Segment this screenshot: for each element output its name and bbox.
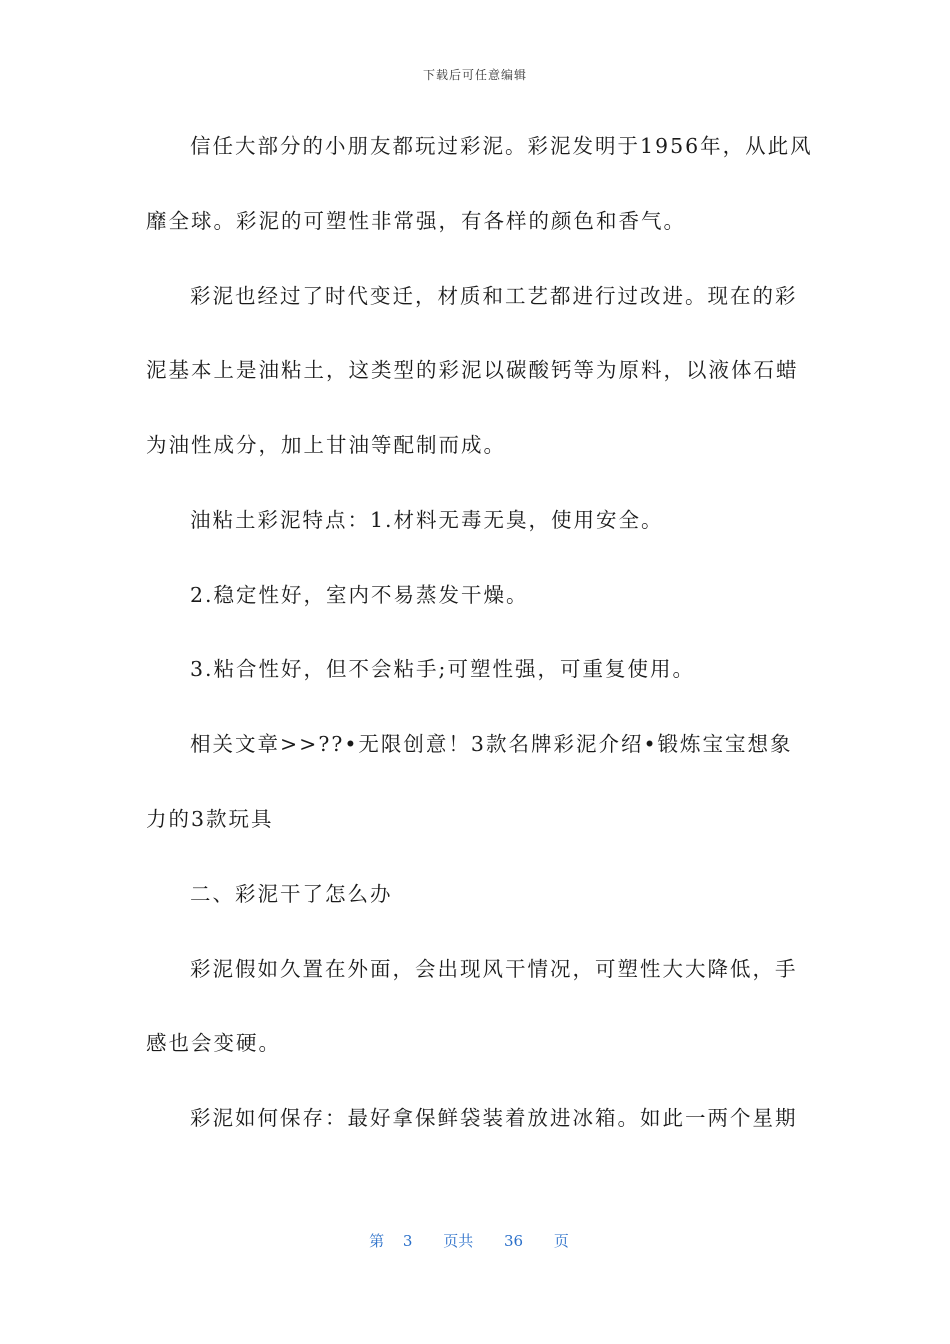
blank-line bbox=[146, 1063, 806, 1100]
text-line: 彩泥也经过了时代变迁，材质和工艺都进行过改进。现在的彩 bbox=[190, 283, 798, 308]
text-line: 3.粘合性好，但不会粘手;可塑性强，可重复使用。 bbox=[190, 657, 695, 682]
text-line: 靡全球。彩泥的可塑性非常强，有各样的颜色和香气。 bbox=[146, 208, 686, 233]
blank-line bbox=[146, 465, 806, 502]
blank-line bbox=[146, 315, 806, 352]
text-line: 信任大部分的小朋友都玩过彩泥。彩泥发明于1956年，从此风 bbox=[190, 134, 813, 158]
blank-line bbox=[146, 165, 806, 202]
blank-line bbox=[146, 689, 806, 726]
blank-line bbox=[146, 988, 806, 1025]
text-line: 2.稳定性好，室内不易蒸发干燥。 bbox=[190, 582, 529, 607]
blank-line bbox=[146, 913, 806, 950]
page-footer bbox=[0, 1230, 950, 1251]
blank-line bbox=[146, 614, 806, 651]
page-header-note: 下载后可任意编辑 bbox=[422, 68, 527, 82]
footer-page-number: 3 bbox=[402, 1232, 413, 1250]
blank-line bbox=[146, 838, 806, 875]
section-heading: 二、彩泥干了怎么办 bbox=[190, 881, 393, 906]
footer-suffix: 页 bbox=[553, 1232, 569, 1250]
blank-line bbox=[146, 390, 806, 427]
text-line: 力的3款玩具 bbox=[146, 807, 274, 832]
text-line: 彩泥假如久置在外面，会出现风干情况，可塑性大大降低，手 bbox=[190, 956, 798, 981]
text-line: 泥基本上是油粘土，这类型的彩泥以碳酸钙等为原料，以液体石蜡 bbox=[146, 358, 799, 383]
text-line: 感也会变硬。 bbox=[146, 1031, 281, 1056]
document-body bbox=[146, 128, 813, 1138]
blank-line bbox=[146, 764, 806, 801]
footer-total-pages: 36 bbox=[504, 1232, 524, 1250]
text-line: 为油性成分，加上甘油等配制而成。 bbox=[146, 433, 506, 458]
related-articles-line: 相关文章>>??•无限创意！3款名牌彩泥介绍•锻炼宝宝想象 bbox=[190, 732, 793, 757]
text-line: 油粘土彩泥特点：1.材料无毒无臭，使用安全。 bbox=[190, 507, 664, 532]
blank-line bbox=[146, 240, 806, 277]
blank-line bbox=[146, 539, 806, 576]
footer-mid: 页共 bbox=[443, 1232, 474, 1250]
text-line: 彩泥如何保存：最好拿保鲜袋装着放进冰箱。如此一两个星期 bbox=[190, 1106, 798, 1131]
footer-prefix: 第 bbox=[369, 1232, 385, 1250]
